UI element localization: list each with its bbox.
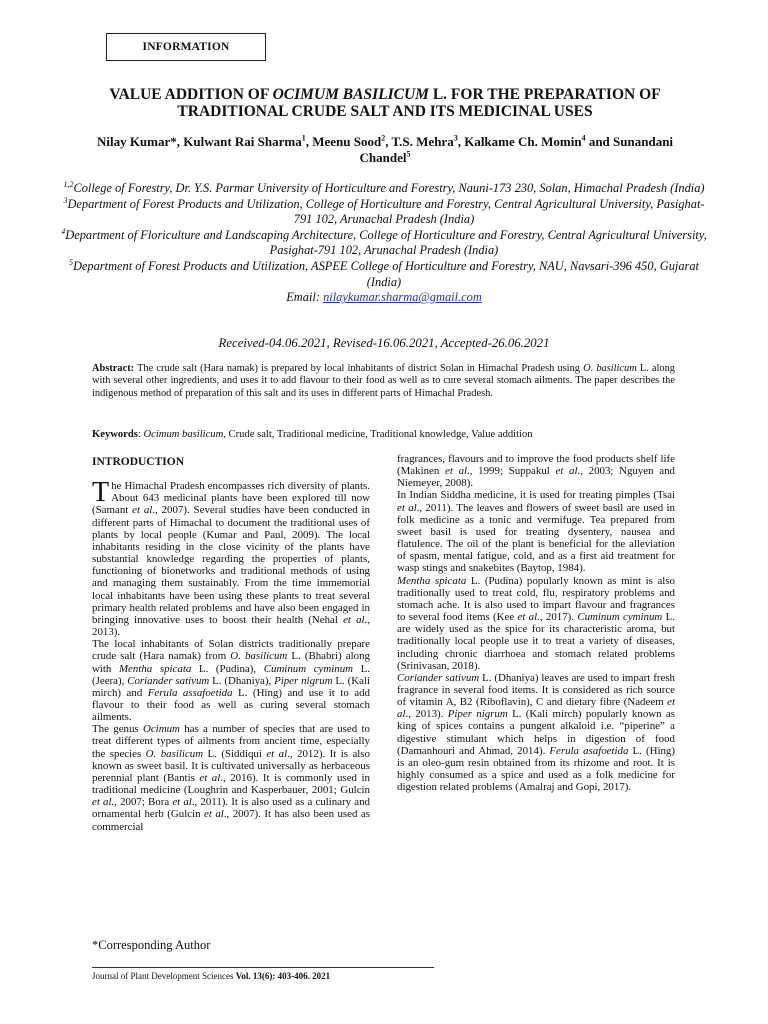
author-list: Nilay Kumar*, Kulwant Rai Sharma$^1$, Meenu Sood$^2$, T.S. Mehra$^3$, Kalkame Ch. Momin$^4$ and Sunandani Chandel$^5$ <box>96 133 674 165</box>
affiliations <box>60 181 708 306</box>
journal-footer: Journal of Plant Development Sciences Vol. 13(6): 403-406. 2021 <box>92 971 331 981</box>
section-label: INFORMATION <box>106 33 266 61</box>
affiliation-3: $^4$Department of Floriculture and Landscaping Architecture, College of Horticulture and Forestry, Central Agricultural University, Pasighat-791 102, Arunachal Pradesh (India) <box>61 226 707 258</box>
drop-cap: T <box>92 477 110 509</box>
email-link[interactable]: nilaykumar.sharma@gmail.com <box>323 290 482 305</box>
abstract: Abstract: The crude salt (Hara namak) is prepared by local inhabitants of district Solan in Himachal Pradesh using O. basilicum L. along with several other ingredients, and uses it to add flavour to their food as well as to cure several stomach ailments. The paper describes the indigenous method of preparation of this salt and its uses in different parts of Himachal Pradesh. <box>92 363 676 399</box>
paragraph: The local inhabitants of Solan districts traditionally prepare crude salt (Hara namak) from O. basilicum L. (Bhabri) along with Mentha spicata L. (Pudina), Cuminum cyminum L. (Jeera), Coriander sativum L. (Dhaniya), Piper nigrum L. (Kali mirch) and Ferula assafoetida L. (Hing) and use it to add flavour to their food as well as curing several stomach ailments. <box>92 638 370 724</box>
email-line <box>60 290 708 306</box>
email-label: Email: <box>286 290 324 305</box>
affiliation-1: $^{1,2}$College of Forestry, Dr. Y.S. Parmar University of Horticulture and Forestry, Nauni-173 230, Solan, Himachal Pradesh (India) <box>63 179 705 195</box>
left-column <box>92 453 370 833</box>
introduction-heading: INTRODUCTION <box>92 456 185 468</box>
paper-title: VALUE ADDITION OF OCIMUM BASILICUM L. FOR THE PREPARATION OF TRADITIONAL CRUDE SALT AND ITS MEDICINAL USES <box>109 86 661 120</box>
keywords: Keywords: Ocimum basilicum, Crude salt, Traditional medicine, Traditional knowledge, Value addition <box>92 429 533 440</box>
affiliation-2: $^3$Department of Forest Products and Utilization, College of Horticulture and Forestry, Central Agricultural University, Pasighat-791 102, Arunachal Pradesh (India) <box>63 195 705 227</box>
corresponding-author-note: *Corresponding Author <box>92 938 211 952</box>
paragraph: fragrances, flavours and to improve the food products shelf life (Makinen et al., 1999; Suppakul et al., 2003; Nguyen and Niemeyer, 2008). <box>397 453 675 490</box>
paragraph: In Indian Siddha medicine, it is used for treating pimples (Tsai et al., 2011). The leaves and flowers of sweet basil are used in folk medicine as a tonic and vermifuge. Tea prepared from sweet basil is used for treating dysentery, nausea and flatulence. The oil of the plant is beneficial for the alleviation of spasm, mental fatigue, cold, and as a first aid treatment for wasp stings and snakebites (Baytop, 1984). <box>397 489 675 575</box>
paragraph: Coriander sativum L. (Dhaniya) leaves are used to impart fresh fragrance in several food items. It is considered as rich source of vitamin A, B2 (Riboflavin), C and dietary fibre (Nadeem et al., 2013). Piper nigrum L. (Kali mirch) popularly known as king of spices contains a pungent alkaloid i.e. “piperine” a digestive stimulant which helps in digestion of food (Damanhouri and Ahmad, 2014). Ferula asafoetida L. (Hing) is an oleo-gum resin obtained from its rhizome and root. It is highly consumed as a spice and used as a folk medicine for digestion related problems (Amalraj and Gopi, 2017). <box>397 671 676 794</box>
paragraph: The genus Ocimum has a number of species that are used to treat different types of ailments from ancient time, especially the species O. basilicum L. (Siddiqui et al., 2012). It is also known as sweet basil. It is cultivated universally as herbaceous perennial plant (Bantis et al., 2016). It is commonly used in traditional medicine (Loughrin and Kasperbauer, 2001; Gulcin et al., 2007; Bora et al., 2011). It is also used as a culinary and ornamental herb (Gulcin et al., 2007). It has also been used as commercial <box>92 723 370 833</box>
right-column <box>397 453 675 793</box>
paragraph: Mentha spicata L. (Pudina) popularly known as mint is also traditionally used to treat cold, flu, respiratory problems and stomach ache. It is also used to impart flavour and fragrances to several food items (Kee et al., 2017). Cuminum cyminum L. are widely used as the spice for its characteristic aroma, but traditionally local people use it to treat a variety of diseases, including chronic diarrhoea and stomach related problems (Srinivasan, 2018). <box>397 574 675 672</box>
affiliation-4: $^5$Department of Forest Products and Utilization, ASPEE College of Horticulture and Forestry, NAU, Navsari-396 450, Gujarat (India) <box>68 257 700 289</box>
paragraph-text: he Himachal Pradesh encompasses rich diversity of plants. About 643 medicinal plants have been explored till now (Samant et al., 2007). Several studies have been conducted in different parts of Himachal to document the traditional uses of plants by local people (Kumar and Paul, 2009). The local inhabitants residing in the close vicinity of the plants have substantial knowledge regarding the properties of plants, functioning of bionetworks and traditional methods of using and managing them sustainably. From the time immemorial local inhabitants have been using these plants to treat several primary health related problems and have also been engaged in bringing innovative uses to boost their health (Nehal et al., 2013). <box>92 480 370 639</box>
received-dates: Received-04.06.2021, Revised-16.06.2021, Accepted-26.06.2021 <box>218 336 550 350</box>
footer-rule <box>92 967 434 968</box>
paragraph <box>92 477 370 639</box>
